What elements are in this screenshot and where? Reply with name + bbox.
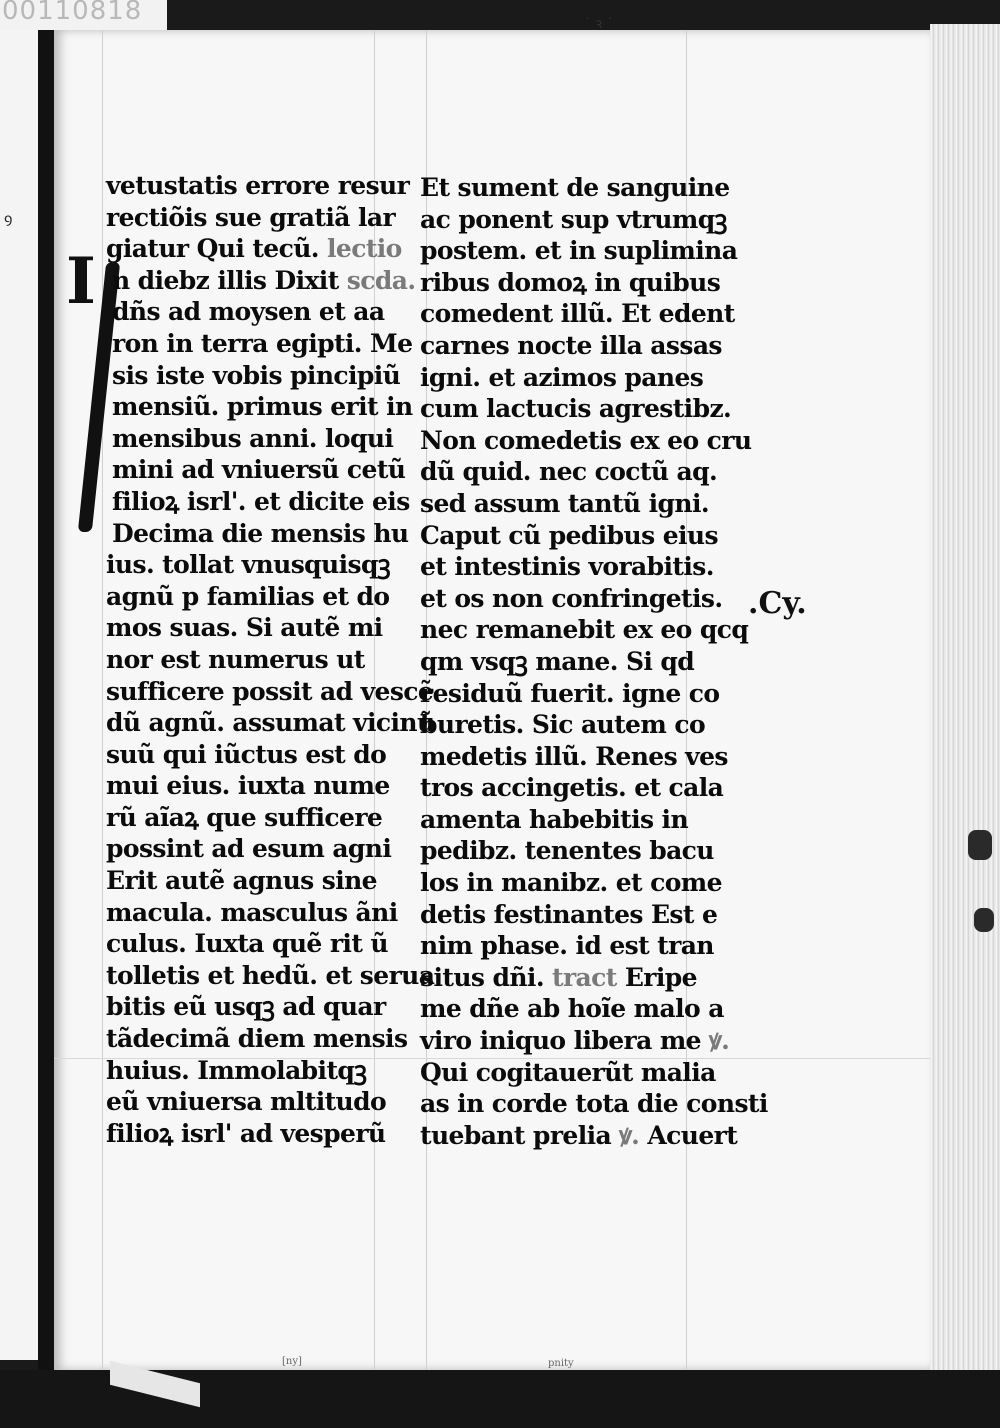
line-text: cum lactucis agrestibz. — [420, 394, 732, 424]
text-line — [420, 962, 710, 994]
line-text: Qui cogitauerũt malia — [420, 1057, 716, 1087]
text-line — [106, 833, 392, 865]
line-text: eũ vniuersa mltitudo — [106, 1087, 387, 1117]
text-line — [106, 265, 416, 297]
text-line — [106, 454, 406, 486]
rubric-text: ꝟ. — [611, 1120, 640, 1150]
rubric-text: ꝟ. — [701, 1026, 730, 1056]
line-text: huius. Immolabitqꝫ — [106, 1055, 367, 1085]
line-text: Non comedetis ex eo cru — [420, 425, 752, 455]
line-text: tuebant prelia — [420, 1120, 612, 1150]
text-line — [420, 393, 732, 425]
line-text: bitis eũ usqꝫ ad quar — [106, 992, 386, 1022]
line-text: mensiũ. primus erit in — [112, 392, 413, 422]
line-text: et intestinis vorabitis. — [420, 552, 714, 582]
line-text: ron in terra egipti. Me — [112, 328, 413, 358]
text-line — [106, 518, 409, 550]
facing-page-edge — [0, 30, 38, 1360]
line-text: dñs ad moysen et aa — [112, 297, 385, 327]
line-text: me dñe ab hoĩe malo a — [420, 994, 724, 1024]
text-line — [106, 1118, 386, 1150]
text-line — [420, 993, 724, 1025]
line-text: agnũ p familias et do — [106, 581, 390, 611]
text-column-right — [420, 172, 768, 1151]
line-text: nim phase. id est tran — [420, 931, 714, 961]
text-line — [106, 897, 398, 929]
text-line — [106, 391, 413, 423]
text-line — [106, 739, 387, 771]
page-edges — [930, 24, 1000, 1370]
line-text: filioꝝ isrl' ad vesperũ — [106, 1118, 386, 1148]
text-line — [420, 267, 721, 299]
text-line — [420, 235, 738, 267]
text-line — [106, 865, 378, 897]
text-line — [420, 1120, 738, 1152]
line-text: dũ agnũ. assumat vicinũ — [106, 708, 435, 738]
line-text: filioꝝ isrl'. et dicite eis — [112, 486, 410, 516]
text-line — [420, 614, 749, 646]
text-line — [420, 867, 722, 899]
text-line — [106, 928, 388, 960]
line-text: as in corde tota die consti — [420, 1089, 768, 1119]
text-line — [106, 1055, 378, 1087]
text-line — [106, 644, 378, 676]
line-text-continued: Acuert — [639, 1120, 738, 1150]
text-line — [420, 488, 710, 520]
line-text: ribus domoꝝ in quibus — [420, 267, 721, 297]
text-line — [106, 328, 413, 360]
line-text: macula. masculus ãni — [106, 897, 398, 927]
line-text: igni. et azimos panes — [420, 362, 704, 392]
text-line — [106, 296, 385, 328]
text-line — [420, 583, 723, 615]
rubric-text: scda. — [338, 265, 416, 295]
line-text: pedibz. tenentes bacu — [420, 836, 714, 866]
line-text: mos suas. Si autẽ mi — [106, 613, 383, 643]
text-line — [420, 930, 714, 962]
line-text: et os non confringetis. — [420, 583, 723, 613]
line-text: qm vsqꝫ mane. Si qd — [420, 646, 695, 676]
text-line — [420, 551, 714, 583]
line-text: suũ qui iũctus est do — [106, 739, 387, 769]
text-line — [106, 1086, 387, 1118]
text-line — [106, 549, 391, 581]
line-text: sis iste vobis pincipiũ — [112, 360, 401, 390]
line-text-continued: Eripe — [616, 962, 697, 992]
text-line — [106, 423, 394, 455]
line-text: Erit autẽ agnus sine — [106, 866, 377, 896]
text-line — [106, 486, 410, 518]
line-text: Caput cũ pedibus eius — [420, 520, 718, 550]
text-line — [420, 835, 714, 867]
footnote-left: [ny] — [282, 1356, 302, 1367]
line-text: culus. Iuxta quẽ rit ũ — [106, 929, 388, 959]
line-text: medetis illũ. Renes ves — [420, 741, 728, 771]
clasp-icon — [968, 830, 992, 860]
text-line — [420, 741, 728, 773]
line-text: residuũ fuerit. igne co — [420, 678, 720, 708]
text-line — [420, 899, 718, 931]
line-text: mini ad vniuersũ cetũ — [112, 455, 406, 485]
text-line — [420, 172, 730, 204]
decorated-initial: I — [66, 244, 96, 319]
text-line — [420, 520, 718, 552]
line-text: tros accingetis. et cala — [420, 773, 724, 803]
archive-stamp: 00110818 — [0, 0, 167, 30]
text-line — [420, 804, 710, 836]
line-text: tolletis et hedũ. et serua — [106, 960, 435, 990]
line-text: n diebz illis Dixit — [112, 265, 339, 295]
text-line — [106, 233, 402, 265]
line-text: giatur Qui tecũ. — [106, 234, 319, 264]
line-text: ac ponent sup vtrumqꝫ — [420, 204, 727, 234]
text-line — [106, 360, 401, 392]
text-line — [106, 612, 383, 644]
line-text: vetustatis errore resur — [106, 171, 410, 200]
folio-marker: .Cy. — [748, 586, 807, 621]
line-text: detis festinantes Est e — [420, 899, 718, 929]
line-text: comedent illũ. Et edent — [420, 299, 735, 329]
line-text: mui eius. iuxta nume — [106, 771, 390, 801]
text-line — [106, 170, 410, 202]
text-line — [106, 1023, 408, 1055]
line-text: carnes nocte illa assas — [420, 330, 722, 360]
line-text: nor est numerus ut — [106, 644, 365, 674]
facing-page-mark: ꝰ — [4, 210, 13, 235]
text-line — [420, 330, 722, 362]
text-column-left — [106, 170, 435, 1149]
clasp-icon — [974, 908, 994, 932]
footnote-right: pnity — [548, 1358, 574, 1369]
text-line — [420, 298, 735, 330]
text-line — [420, 1088, 768, 1120]
text-line — [420, 362, 710, 394]
text-line — [106, 991, 386, 1023]
line-text: ius. tollat vnusquisqꝫ — [106, 550, 391, 580]
line-text: mensibus anni. loqui — [112, 423, 394, 453]
line-text: tãdecimã diem mensis — [106, 1024, 408, 1054]
text-line — [420, 709, 710, 741]
text-line — [106, 676, 434, 708]
line-text: situs dñi. — [420, 962, 544, 992]
rubric-text: tract — [543, 962, 617, 992]
rubric-text: lectio — [318, 234, 402, 264]
text-line — [106, 960, 435, 992]
line-text: viro iniquo libera me — [420, 1026, 701, 1056]
text-line — [106, 707, 435, 739]
text-line — [420, 204, 727, 236]
line-text: possint ad esum agni — [106, 834, 392, 864]
line-text: Et sument de sanguine — [420, 173, 730, 202]
text-line — [420, 678, 720, 710]
text-line — [420, 772, 724, 804]
line-text: rũ aĩaꝝ que sufficere — [106, 802, 383, 832]
line-text: los in manibz. et come — [420, 868, 722, 898]
text-line — [420, 1025, 730, 1057]
ruling-line — [102, 30, 103, 1370]
line-text: Decima die mensis hu — [112, 518, 409, 548]
line-text: nec remanebit ex eo qcq — [420, 615, 749, 645]
line-text: amenta habebitis in — [420, 804, 689, 834]
text-line — [106, 770, 390, 802]
book-gutter — [38, 30, 54, 1370]
text-line — [420, 456, 718, 488]
line-text: dũ quid. nec coctũ aq. — [420, 457, 718, 487]
text-line — [106, 802, 383, 834]
text-line — [106, 581, 390, 613]
text-line — [106, 202, 396, 234]
text-line — [420, 1057, 716, 1089]
text-line — [420, 425, 752, 457]
top-marks: ˙ ꝛ ˙ — [584, 16, 614, 32]
line-text: postem. et in suplimina — [420, 236, 738, 266]
line-text: sufficere possit ad vescẽ — [106, 676, 434, 706]
line-text: rectiõis sue gratiã lar — [106, 202, 396, 232]
line-text: sed assum tantũ igni. — [420, 488, 709, 518]
text-line — [420, 646, 710, 678]
line-text: buretis. Sic autem co — [420, 710, 706, 740]
